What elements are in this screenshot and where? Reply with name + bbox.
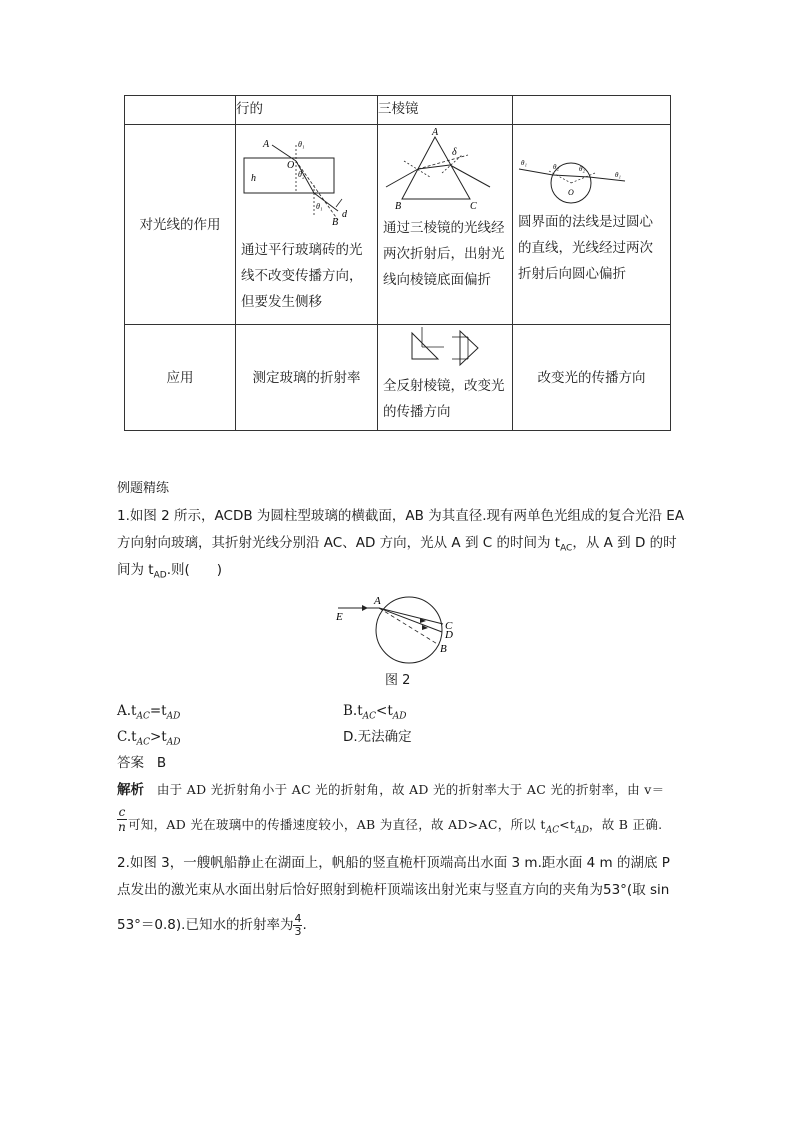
table-effect-row (125, 125, 671, 325)
app-cell-slab-text: 测定玻璃的折射率 (252, 369, 361, 386)
explanation-line-1: 解析 由于 AD 光折射角小于 AC 光的折射角，故 AD 光的折射率大于 AC 光的折射率，由 v＝ (117, 782, 665, 798)
answer-label: 答案 (117, 755, 144, 771)
prism-extension (418, 155, 468, 169)
answer-value: B (156, 755, 167, 771)
circle-label-theta1b: θ₁ (615, 171, 621, 179)
prism-label-B: B (395, 201, 402, 211)
fig2-label-B: B (440, 643, 447, 655)
slab-label-d: d (342, 209, 347, 220)
slab-incident-ray (272, 145, 296, 161)
q2-line-1: 2.如图 3，一艘帆船静止在湖面上，帆船的竖直桅杆顶端高出水面 3 m.距水面 4 m 的湖底 P (117, 855, 670, 871)
app-cell-circle-text: 改变光的传播方向 (537, 369, 646, 386)
fig2-label-C: C (445, 620, 453, 632)
fig2-label-A: A (374, 595, 381, 607)
prism-exit-ray (450, 165, 490, 187)
slab-label-A: A (263, 139, 270, 150)
fig2-label-E: E (336, 611, 343, 623)
figure-2-diagram (330, 590, 466, 666)
total-reflection-prism-diagram (378, 325, 512, 369)
slab-label-O: O (287, 160, 295, 171)
glass-slab-diagram (236, 125, 376, 231)
q1-line-1: 1.如图 2 所示，ACDB 为圆柱型玻璃的横截面，AB 为其直径.现有两单色光组成的复合光沿 EA (117, 508, 685, 524)
circle-diagram (513, 125, 669, 205)
header-cell-circle (513, 96, 671, 125)
prism-label-C: C (470, 201, 477, 211)
cell-glass-slab (236, 125, 378, 325)
explanation-fraction: c n (118, 805, 126, 834)
option-B[interactable]: $B.t_{AC}<t_{AD}$ (343, 703, 407, 722)
cell-prism (378, 125, 513, 325)
circle-label-O: O (568, 188, 574, 197)
q2-line-2: 点发出的激光束从水面出射后恰好照射到桅杆顶端该出射光束与竖直方向的夹角为53°(取 sin (117, 882, 670, 898)
q1-line-3: 间为 $t_{AD}$.则( ) (117, 562, 223, 581)
option-A[interactable]: $A.t_{AC}=t_{AD}$ (117, 703, 181, 722)
table-header-row (125, 96, 671, 125)
row-label-application-text: 应用 (166, 369, 194, 386)
row-label-effect (125, 125, 236, 325)
fig2-ray-AC (379, 608, 443, 624)
option-D[interactable]: D.无法确定 (343, 729, 412, 745)
app-cell-prism (378, 325, 513, 431)
circle-inner-ray (553, 175, 589, 177)
table-application-row (125, 325, 671, 431)
q2-line-3: 53°＝0.8).已知水的折射率为 $\frac{4}{3}$ . (117, 911, 307, 938)
prism-text: 通过三棱镜的光线经两次折射后，出射光线向棱镜底面偏折 (383, 220, 505, 288)
circle-label-theta2: θ₂ (553, 163, 559, 171)
figure-2-caption: 图 2 (385, 673, 411, 688)
explanation-label: 解析 (117, 782, 144, 798)
fig2-circle (376, 597, 442, 663)
q2-fraction: $\frac{4}{3}$ (294, 911, 302, 938)
circle-incident-ray (519, 169, 553, 175)
app-cell-circle (513, 325, 671, 431)
header-cell-slab: 行的 (236, 96, 378, 125)
header-cell-prism: 三棱镜 (378, 96, 513, 125)
total-reflection-text: 全反射棱镜，改变光的传播方向 (383, 378, 505, 420)
circle-text: 圆界面的法线是过圆心的直线，光线经过两次折射后向圆心偏折 (518, 214, 653, 282)
cell-circle (513, 125, 671, 325)
fig2-label-D: D (445, 629, 453, 641)
app-cell-slab (236, 325, 378, 431)
row-label-application (125, 325, 236, 431)
table-cell-empty (125, 96, 236, 125)
slab-label-B: B (332, 217, 339, 228)
slab-label-theta1b: θ₁ (316, 202, 323, 211)
glass-slab-text: 通过平行玻璃砖的光线不改变传播方向，但要发生侧移 (241, 242, 363, 310)
fig2-diameter-AB (379, 608, 439, 645)
fig2-ray-AD (379, 608, 442, 632)
optics-comparison-table (124, 95, 671, 431)
section-title: 例题精练 (117, 481, 170, 496)
slab-label-theta1: θ₁ (298, 140, 305, 149)
circle-label-theta2b: θ₂ (579, 165, 585, 173)
row-label-effect-text: 对光线的作用 (139, 216, 221, 233)
prism-label-A: A (432, 127, 439, 138)
prism-inner-ray (418, 165, 450, 169)
slab-label-h: h (251, 173, 256, 184)
option-C[interactable]: $C.t_{AC}>t_{AD}$ (117, 729, 181, 748)
prism-diagram (378, 125, 512, 211)
slab-label-theta2: θ₂ (298, 170, 305, 179)
prism-label-delta: δ (452, 147, 457, 158)
q1-line-2: 方向射向玻璃，其折射光线分别沿 AC、AD 方向，光从 A 到 C 的时间为 $t_{AC}$，从 A 到 D 的时 (117, 535, 677, 554)
answer-line (117, 750, 166, 776)
explanation-line-2: 可知，AD 光在玻璃中的传播速度较小，AB 为直径，故 AD>AC，所以 $t_{AC}<t_{AD}$，故 B 正确. (128, 817, 663, 836)
circle-label-theta1: θ₁ (521, 159, 527, 167)
slab-offset-mark (336, 199, 342, 207)
